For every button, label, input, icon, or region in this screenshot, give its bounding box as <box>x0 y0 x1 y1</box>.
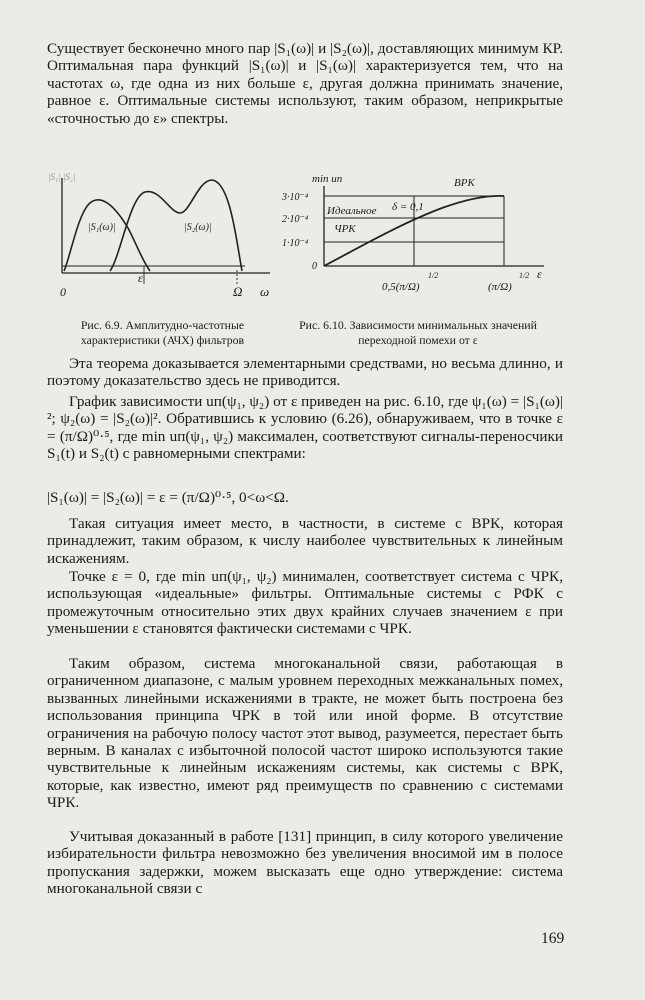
fig610-xtick-2-exp: 1/2 <box>519 271 530 280</box>
paragraph-7: Учитывая доказанный в работе [131] принцип, в силу которого увеличение избирательности фильтра невозможно без увеличения вносимой им в полосе пропускания задержки, можем высказать еще одно утверждение: система многоканальной связи с <box>47 828 563 898</box>
fig610-ytick-2: 2·10⁻⁴ <box>282 214 309 225</box>
fig69-omega-label: ω <box>260 284 270 299</box>
figure-6-10 <box>282 168 562 308</box>
fig69-ylabel: |S₁|,|S₂| <box>48 172 76 182</box>
fig610-ylabel: min uп <box>312 173 343 185</box>
page-number: 169 <box>541 930 565 947</box>
fig610-xaxis-label: ε <box>537 267 542 281</box>
fig610-vrk-label: ВРК <box>454 177 475 189</box>
paragraph-5: Точке ε = 0, где min uп(ψ₁, ψ₂) минимален, соответствует система с ЧРК, использующая «идеальные» фильтры. Оптимальные системы с РФК с промежуточным относительно этих двух крайних случаев значением ε при уменьшении ε становятся фактически системами с ЧРК. <box>47 568 563 638</box>
fig610-xtick-2: (π/Ω) <box>488 281 512 293</box>
paragraph-2: Эта теорема доказывается элементарными средствами, но весьма длинно, и поэтому доказательство здесь не приводится. <box>47 355 563 390</box>
figure-6-10-caption: Рис. 6.10. Зависимости минимальных значений переходной помехи от ε <box>299 318 537 347</box>
fig69-omega-cap-label: Ω <box>233 284 243 299</box>
fig610-delta-label: δ = 0,1 <box>392 201 424 213</box>
paragraph-6: Таким образом, система многоканальной связи, работающая в ограниченном диапазоне, с малым уровнем переходных межканальных помех, вызванных линейными искажениями в тракте, не может быть построена без использования принципа ЧРК в той или иной форме. В отсутствие ограничения на рабочую полосу частот этот вывод, разумеется, перестает быть верным. В каналах с избыточной полосой частот широко используются такие чувствительные к линейным искажениям системы, как системы с ВРК, которые, как известно, имеют ряд преимуществ по сравнению с системами ЧРК. <box>47 655 563 812</box>
fig69-curve2-label: |S₂(ω)| <box>184 222 212 233</box>
paragraph-1: Существует бесконечно много пар |S₁(ω)| и |S₂(ω)|, доставляющих минимум КР. Оптимальная пара функций |S₁(ω)| и |S₁(ω)| характеризуется тем, что на частотах ω, где одна из них больше ε, другая должна принимать значение, равное ε. Оптимальные системы используют, таким образом, неприкрытые «сточностью до ε» спектры. <box>47 40 563 127</box>
fig610-xtick-1: 0,5(π/Ω) <box>382 281 420 293</box>
figure-6-9-caption: Рис. 6.9. Амплитудно-частотные характеристики (АЧХ) фильтров <box>80 318 245 347</box>
fig610-ideal-label: Идеальное <box>327 205 377 217</box>
fig610-xtick-1-exp: 1/2 <box>428 271 439 280</box>
formula: |S₁(ω)| = |S₂(ω)| = ε = (π/Ω)⁰·⁵, 0<ω<Ω. <box>47 489 289 506</box>
paragraph-4: Такая ситуация имеет место, в частности, в системе с ВРК, которая принадлежит, таким образом, к числу наиболее чувствительных к линейным искажениям. <box>47 515 563 567</box>
figure-6-9 <box>50 168 280 303</box>
fig69-curve1-label: |S₁(ω)| <box>88 222 116 233</box>
fig69-origin-label: 0 <box>60 285 66 299</box>
fig69-eps-label: ε <box>138 271 143 285</box>
fig610-chrk-label: ЧРК <box>334 223 356 235</box>
fig610-ytick-1: 1·10⁻⁴ <box>282 238 309 249</box>
fig610-ytick-3: 3·10⁻⁴ <box>282 192 309 203</box>
fig610-ytick-0: 0 <box>312 261 317 272</box>
paragraph-3: График зависимости uп(ψ₁, ψ₂) от ε приведен на рис. 6.10, где ψ₁(ω) = |S₁(ω)|²; ψ₂(ω) = |S₂(ω)|². Обратившись к условию (6.26), обнаруживаем, что в точке ε = (π/Ω)⁰·⁵, где min uп(ψ₁, ψ₂) максимален, соответствуют сигналы-переносчики S₁(t) и S₂(t) с равномерными спектрами: <box>47 393 563 463</box>
